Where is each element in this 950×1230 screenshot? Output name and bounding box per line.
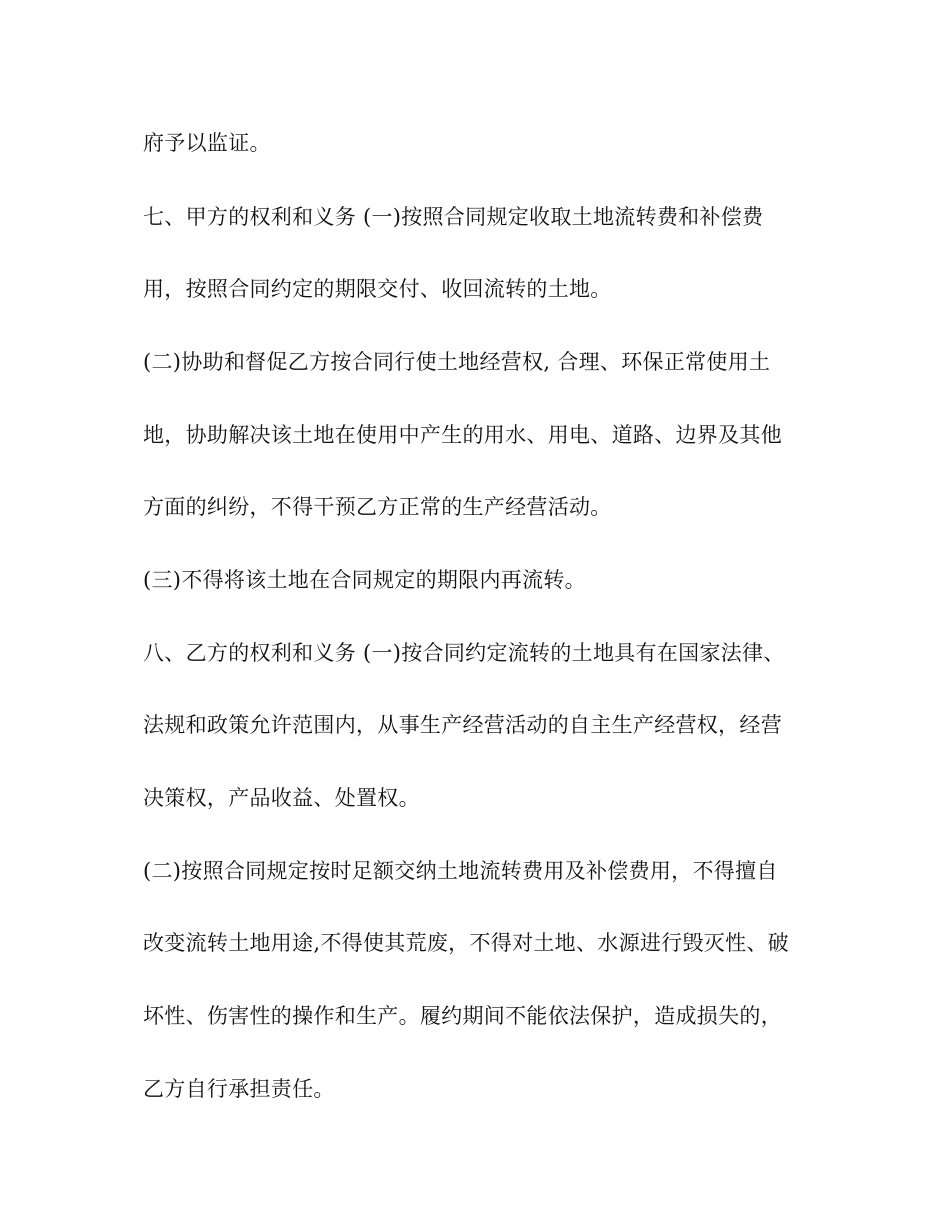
text-line: 方面的纠纷，不得干预乙方正常的生产经营活动。 <box>143 495 612 519</box>
text-line: 法规和政策允许范围内，从事生产经营活动的自主生产经营权，经营 <box>143 713 782 737</box>
text-line: 地，协助解决该土地在使用中产生的用水、用电、道路、边界及其他 <box>143 423 782 447</box>
text-line: 坏性、伤害性的操作和生产。履约期间不能依法保护，造成损失的， <box>143 1004 782 1028</box>
text-line: 用，按照合同约定的期限交付、收回流转的土地。 <box>143 277 612 301</box>
text-line: 府予以监证。 <box>143 131 271 155</box>
text-line: (二)协助和督促乙方按合同行使土地经营权, 合理、环保正常使用土 <box>143 350 771 374</box>
text-line: 改变流转土地用途,不得使其荒废，不得对土地、水源进行毁灭性、破 <box>143 931 789 955</box>
text-line: (二)按照合同规定按时足额交纳土地流转费用及补偿费用，不得擅自 <box>143 859 778 883</box>
text-line: 乙方自行承担责任。 <box>143 1077 335 1101</box>
text-line: 决策权，产品收益、处置权。 <box>143 786 420 810</box>
text-line: 七、甲方的权利和义务 (一)按照合同规定收取土地流转费和补偿费 <box>143 205 764 229</box>
text-line: (三)不得将该土地在合同规定的期限内再流转。 <box>143 568 586 592</box>
text-line: 八、乙方的权利和义务 (一)按合同约定流转的土地具有在国家法律、 <box>143 641 785 665</box>
